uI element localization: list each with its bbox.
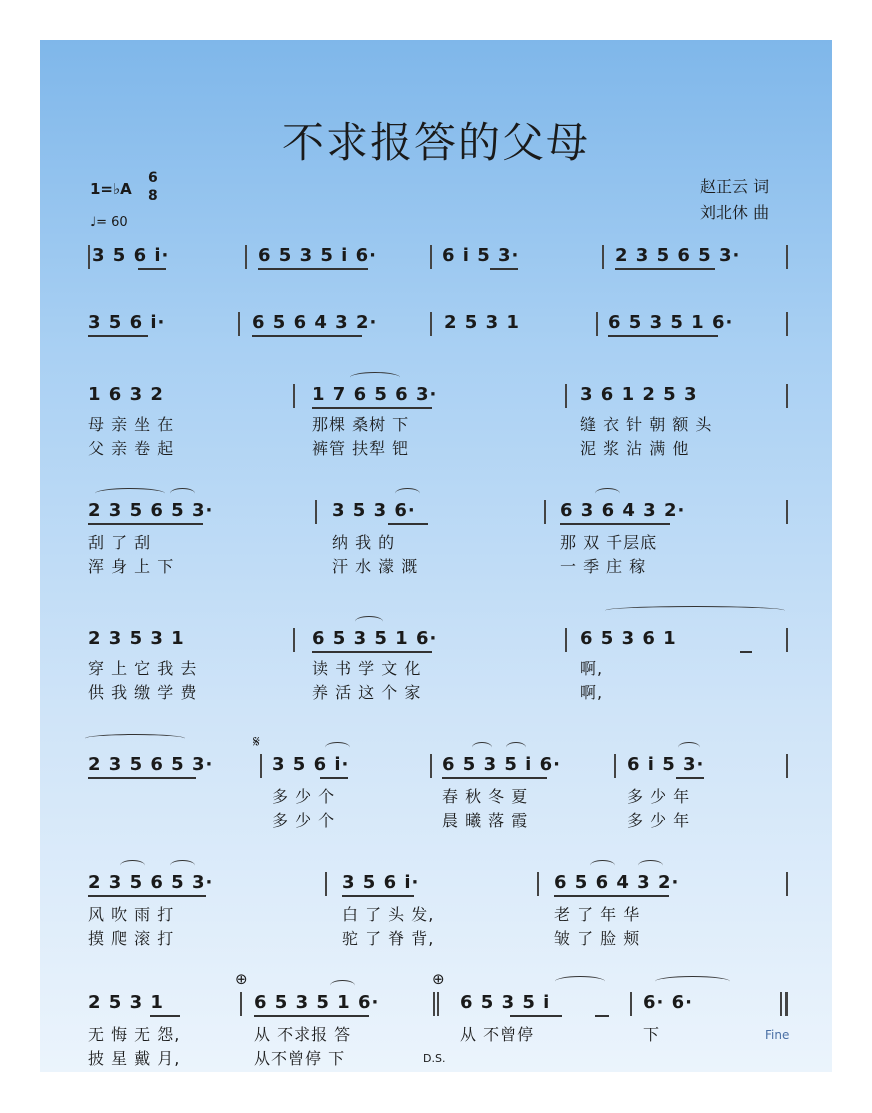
lyrics1-r7-m3: 下: [643, 1025, 661, 1044]
lyrics2-r6-m2: 皱 了 脸 颊: [554, 929, 641, 948]
lyrics2-r2-m2: 泥 浆 沾 满 他: [580, 439, 690, 458]
lyrics1-r2-m1: 那棵 桑树 下: [312, 415, 410, 434]
lyrics1-r4-m0: 穿 上 它 我 去: [88, 659, 198, 678]
notes-r6-m2: 6 5 6 4 3 2·: [554, 872, 680, 893]
segno-sign: 𝄋: [253, 732, 260, 751]
song-title: 不求报答的父母: [281, 118, 590, 167]
notes-r1-m3: 6 5 3 5 1 6·: [608, 312, 734, 333]
lyrics1-r6-m1: 白 了 头 发,: [342, 905, 435, 924]
lyrics1-r6-m0: 风 吹 雨 打: [88, 905, 175, 924]
lyrics2-r2-m1: 裤管 扶犁 钯: [312, 439, 410, 458]
lyrics1-r7-m1: 从 不求报 答: [254, 1025, 352, 1044]
lyrics2-r5-m1: 多 少 个: [272, 811, 336, 830]
lyrics2-r6-m0: 摸 爬 滚 打: [88, 929, 175, 948]
notes-r3-m1: 3 5 3 6·: [332, 500, 416, 521]
coda-sign-1: ⊕: [235, 970, 248, 988]
notes-r0-m1: 6 5 3 5 i 6·: [258, 245, 377, 266]
notes-r1-m2: 2 5 3 1: [444, 312, 520, 333]
notes-r5-m1: 3 5 6 i·: [272, 754, 350, 775]
notes-r2-m0: 1 6 3 2: [88, 384, 164, 405]
lyrics1-r2-m2: 缝 衣 针 朝 额 头: [580, 415, 713, 434]
composer-credit: 刘北休 曲: [700, 203, 770, 222]
notes-r5-m3: 6 i 5 3·: [627, 754, 705, 775]
lyrics2-r6-m1: 驼 了 脊 背,: [342, 929, 435, 948]
lyrics1-r2-m0: 母 亲 坐 在: [88, 415, 175, 434]
lyrics1-r6-m2: 老 了 年 华: [554, 905, 641, 924]
lyrics1-r5-m1: 多 少 个: [272, 787, 336, 806]
lyrics2-r4-m1: 养 活 这 个 家: [312, 683, 422, 702]
notes-r4-m0: 2 3 5 3 1: [88, 628, 185, 649]
ds-mark: D.S.: [423, 1052, 446, 1065]
lyrics1-r5-m2: 春 秋 冬 夏: [442, 787, 529, 806]
notes-r0-m2: 6 i 5 3·: [442, 245, 520, 266]
notes-r2-m2: 3 6 1 2 5 3: [580, 384, 698, 405]
lyrics1-r3-m1: 纳 我 的: [332, 533, 396, 552]
time-signature-top: 6: [148, 170, 158, 186]
key-signature: 1=♭A: [90, 180, 132, 198]
lyrics2-r7-m1: 从不曾停 下: [254, 1049, 346, 1068]
lyricist-credit: 赵正云 词: [700, 177, 770, 196]
notes-r7-m1: 6 5 3 5 1 6·: [254, 992, 380, 1013]
notes-r7-m0: 2 5 3 1: [88, 992, 164, 1013]
lyrics2-r2-m0: 父 亲 卷 起: [88, 439, 175, 458]
notes-r3-m0: 2 3 5 6 5 3·: [88, 500, 214, 521]
score-sheet: [40, 40, 832, 1072]
notes-r1-m1: 6 5 6 4 3 2·: [252, 312, 378, 333]
lyrics2-r7-m0: 披 星 戴 月,: [88, 1049, 181, 1068]
tempo-mark: ♩= 60: [90, 215, 128, 230]
lyrics1-r3-m0: 刮 了 刮: [88, 533, 152, 552]
lyrics1-r7-m2: 从 不曾停: [460, 1025, 535, 1044]
notes-r4-m2: 6 5 3 6 1: [580, 628, 677, 649]
notes-r5-m2: 6 5 3 5 i 6·: [442, 754, 561, 775]
time-signature-bottom: 8: [148, 188, 158, 204]
notes-r2-m1: 1 7 6 5 6 3·: [312, 384, 438, 405]
lyrics2-r3-m0: 浑 身 上 下: [88, 557, 175, 576]
lyrics2-r3-m1: 汗 水 濛 溉: [332, 557, 419, 576]
coda-sign-2: ⊕: [432, 970, 445, 988]
lyrics2-r5-m3: 多 少 年: [627, 811, 691, 830]
notes-r4-m1: 6 5 3 5 1 6·: [312, 628, 438, 649]
lyrics2-r4-m0: 供 我 缴 学 费: [88, 683, 198, 702]
notes-r1-m0: 3 5 6 i·: [88, 312, 166, 333]
notes-r7-m3: 6· 6·: [643, 992, 693, 1013]
lyrics1-r3-m2: 那 双 千层底: [560, 533, 658, 552]
lyrics1-r4-m1: 读 书 学 文 化: [312, 659, 422, 678]
notes-r0-m3: 2 3 5 6 5 3·: [615, 245, 741, 266]
notes-r0-m0: 3 5 6 i·: [92, 245, 170, 266]
lyrics1-r7-m0: 无 悔 无 怨,: [88, 1025, 181, 1044]
notes-r6-m1: 3 5 6 i·: [342, 872, 420, 893]
notes-r6-m0: 2 3 5 6 5 3·: [88, 872, 214, 893]
notes-r7-m2: 6 5 3 5 i: [460, 992, 551, 1013]
fine-mark: Fine: [765, 1028, 790, 1042]
notes-r5-m0: 2 3 5 6 5 3·: [88, 754, 214, 775]
lyrics2-r3-m2: 一 季 庄 稼: [560, 557, 647, 576]
notes-r3-m2: 6 3 6 4 3 2·: [560, 500, 686, 521]
lyrics1-r4-m2: 啊,: [580, 659, 604, 678]
lyrics2-r5-m2: 晨 曦 落 霞: [442, 811, 529, 830]
lyrics1-r5-m3: 多 少 年: [627, 787, 691, 806]
lyrics2-r4-m2: 啊,: [580, 683, 604, 702]
